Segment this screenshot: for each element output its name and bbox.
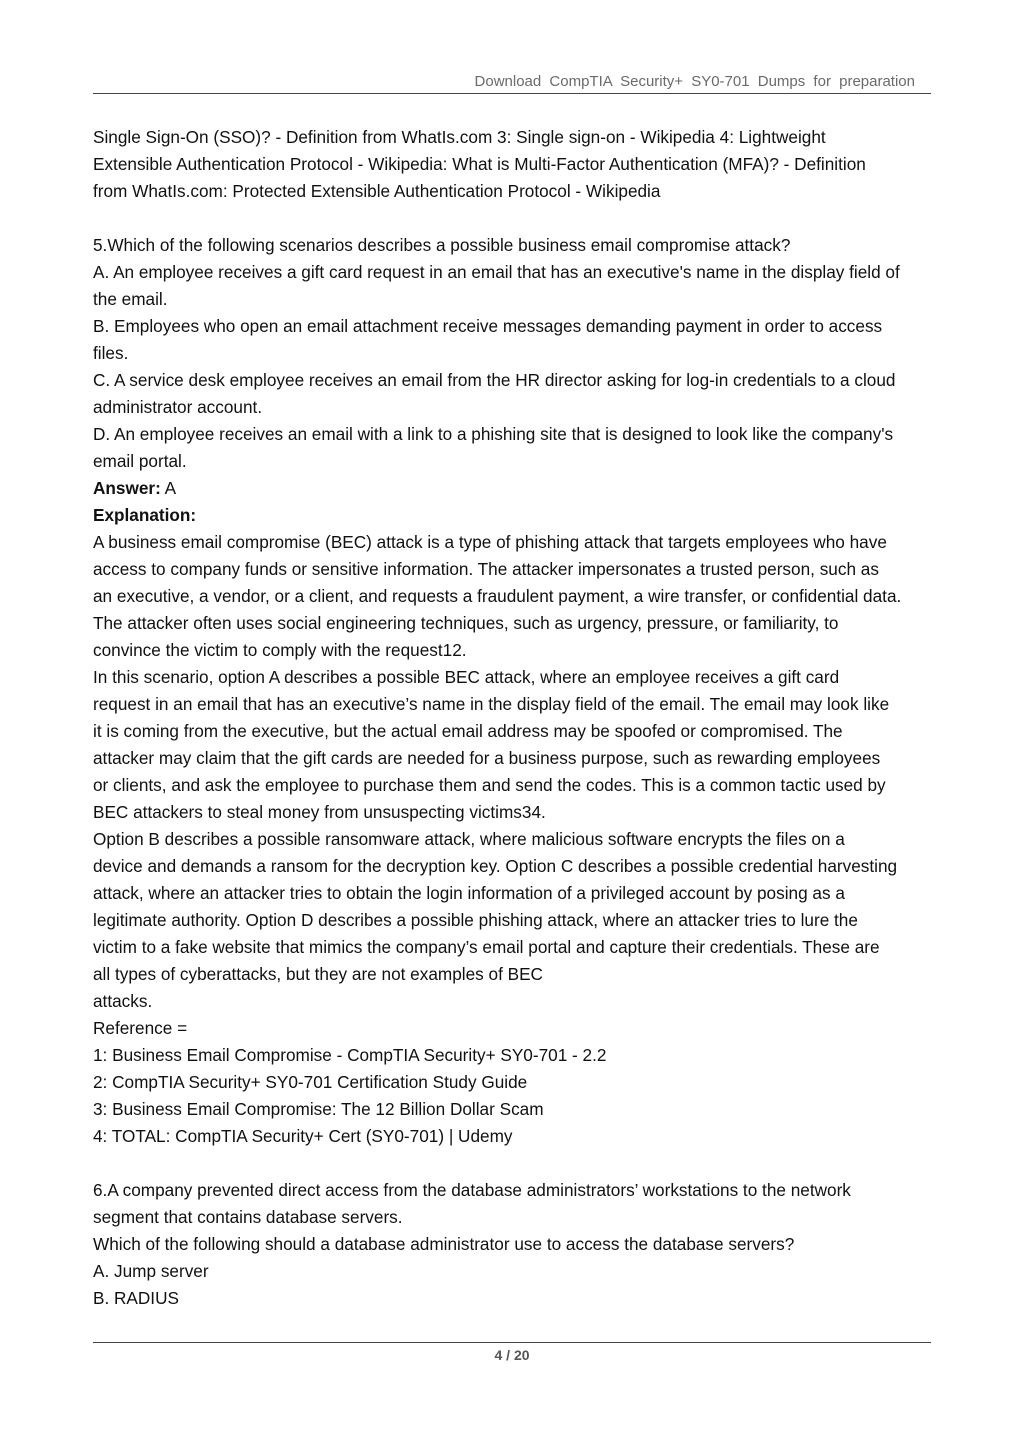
explanation-line: Option B describes a possible ransomware attack, where malicious software encrypts the files on a xyxy=(93,829,845,849)
q5-option-b-line: B. Employees who open an email attachment receive messages demanding payment in order to access xyxy=(93,316,883,336)
question-6-line: Which of the following should a database administrator use to access the database servers? xyxy=(93,1234,795,1254)
page-number: 4 / 20 xyxy=(494,1347,530,1363)
reference-item: 2: CompTIA Security+ SY0-701 Certification Study Guide xyxy=(93,1072,528,1092)
explanation-label: Explanation: xyxy=(93,505,197,525)
explanation-line: device and demands a ransom for the decryption key. Option C describes a possible credential harvesting xyxy=(93,856,898,876)
explanation-line: A business email compromise (BEC) attack is a type of phishing attack that targets employees who have xyxy=(93,532,887,552)
prev-reference-line: Single Sign-On (SSO)? - Definition from WhatIs.com 3: Single sign-on - Wikipedia 4: Lightweight xyxy=(93,127,826,147)
answer-value: A xyxy=(160,478,177,498)
explanation-line: BEC attackers to steal money from unsuspecting victims34. xyxy=(93,802,546,822)
q5-answer xyxy=(93,475,943,502)
question-6-line: 6.A company prevented direct access from the database administrators’ workstations to the network xyxy=(93,1180,851,1200)
explanation-line: it is coming from the executive, but the actual email address may be spoofed or compromised. The xyxy=(93,721,843,741)
spacer xyxy=(93,205,943,232)
explanation-line: attacker may claim that the gift cards are needed for a business purpose, such as rewarding employees xyxy=(93,748,881,768)
reference-item: 1: Business Email Compromise - CompTIA Security+ SY0-701 - 2.2 xyxy=(93,1045,607,1065)
spacer xyxy=(93,1150,943,1177)
answer-label: Answer: xyxy=(93,478,161,498)
q5-option-a-line: A. An employee receives a gift card request in an email that has an executive's name in the display field of xyxy=(93,262,900,282)
q5-option-c-line: administrator account. xyxy=(93,397,263,417)
q6-option-a: A. Jump server xyxy=(93,1261,209,1281)
reference-item: 3: Business Email Compromise: The 12 Billion Dollar Scam xyxy=(93,1099,544,1119)
explanation-line: request in an email that has an executive’s name in the display field of the email. The email may look like xyxy=(93,694,890,714)
explanation-line: convince the victim to comply with the request12. xyxy=(93,640,467,660)
q6-option-b: B. RADIUS xyxy=(93,1288,179,1308)
prev-reference-line: Extensible Authentication Protocol - Wikipedia: What is Multi-Factor Authentication (MFA)? - Definition xyxy=(93,154,866,174)
footer-divider xyxy=(93,1342,931,1343)
explanation-line: legitimate authority. Option D describes a possible phishing attack, where an attacker tries to lure the xyxy=(93,910,858,930)
explanation-line: all types of cyberattacks, but they are not examples of BEC xyxy=(93,964,543,984)
q5-option-d-line: email portal. xyxy=(93,451,187,471)
reference-heading: Reference = xyxy=(93,1018,188,1038)
reference-item: 4: TOTAL: CompTIA Security+ Cert (SY0-701) | Udemy xyxy=(93,1126,513,1146)
prev-reference-line: from WhatIs.com: Protected Extensible Authentication Protocol - Wikipedia xyxy=(93,181,661,201)
explanation-line: an executive, a vendor, or a client, and requests a fraudulent payment, a wire transfer, or confidential data. xyxy=(93,586,902,606)
page-content xyxy=(93,124,943,1312)
header-divider xyxy=(93,93,931,94)
explanation-line: or clients, and ask the employee to purchase them and send the codes. This is a common tactic used by xyxy=(93,775,886,795)
question-6-line: segment that contains database servers. xyxy=(93,1207,403,1227)
question-5-text: 5.Which of the following scenarios describes a possible business email compromise attack? xyxy=(93,235,791,255)
explanation-line: victim to a fake website that mimics the company’s email portal and capture their credentials. These are xyxy=(93,937,880,957)
explanation-line: attack, where an attacker tries to obtain the login information of a privileged account by posing as a xyxy=(93,883,845,903)
q5-option-d-line: D. An employee receives an email with a link to a phishing site that is designed to look like the company's xyxy=(93,424,894,444)
q5-option-a-line: the email. xyxy=(93,289,168,309)
explanation-line: access to company funds or sensitive information. The attacker impersonates a trusted person, such as xyxy=(93,559,879,579)
explanation-line: In this scenario, option A describes a possible BEC attack, where an employee receives a gift card xyxy=(93,667,840,687)
q5-option-b-line: files. xyxy=(93,343,129,363)
q5-option-c-line: C. A service desk employee receives an email from the HR director asking for log-in credentials to a cloud xyxy=(93,370,896,390)
explanation-line: The attacker often uses social engineering techniques, such as urgency, pressure, or familiarity, to xyxy=(93,613,839,633)
explanation-line: attacks. xyxy=(93,991,153,1011)
page-header-title: Download CompTIA Security+ SY0-701 Dumps for preparation xyxy=(474,73,915,90)
